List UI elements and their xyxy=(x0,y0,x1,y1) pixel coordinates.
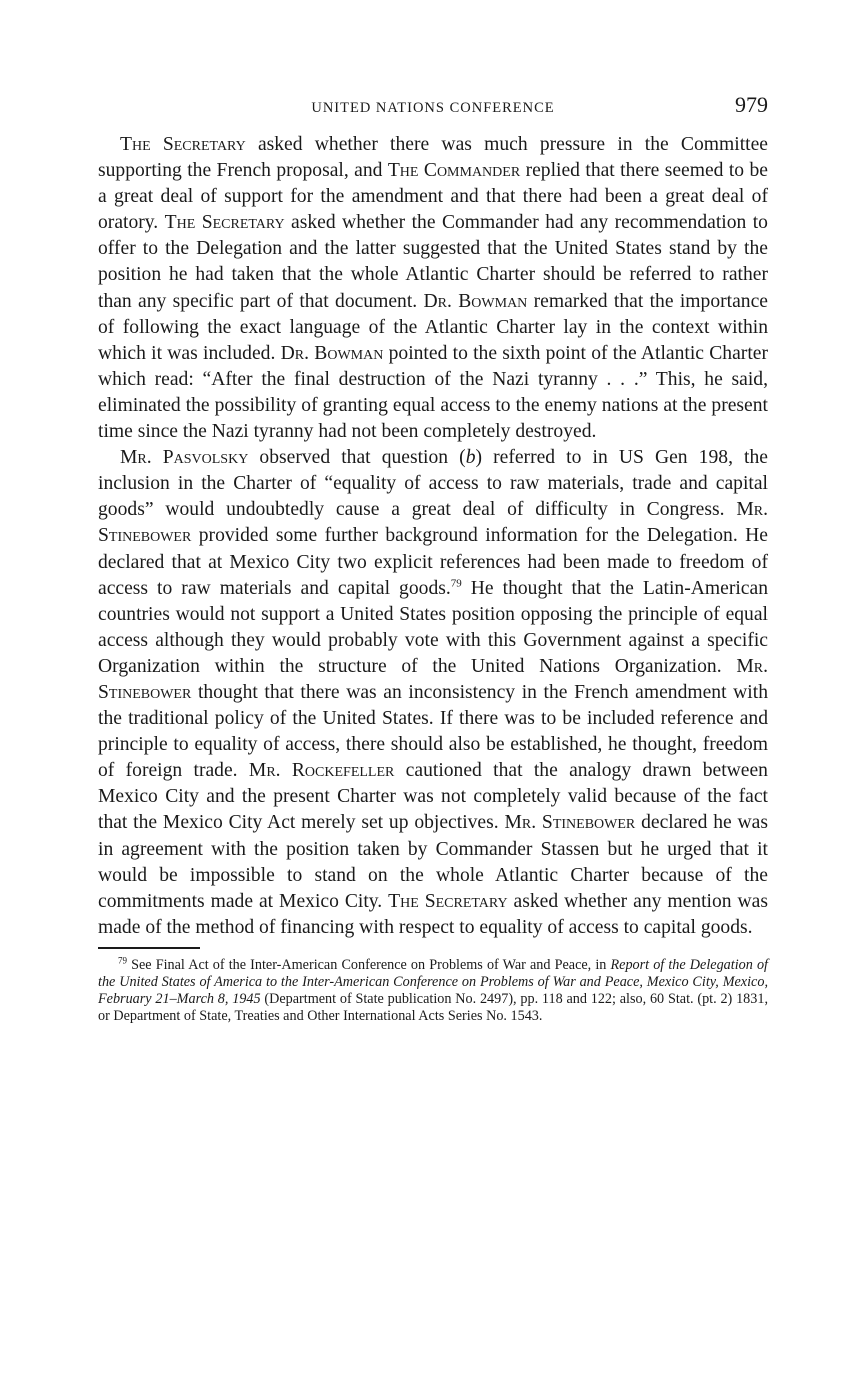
speaker-name: Mr. Stinebower xyxy=(98,499,768,547)
paragraph-text: remarked that the importance of following the exact language of the Atlantic Charter lay in the context within which it was included. xyxy=(98,290,768,364)
paragraph-text: replied that there seemed to be a great deal of support for the amendment and that there had been a great deal of oratory. xyxy=(98,160,768,234)
paragraph-text: He thought that the Latin-American countries would not support a United States position opposing the principle of equal access although they would probably vote with this Government against a specific Organization within the structure of the United Nations Organization. xyxy=(98,577,768,677)
speaker-name: The Secretary xyxy=(120,134,246,155)
footnote-mark: 79 xyxy=(118,955,127,966)
speaker-name: The Commander xyxy=(387,160,521,182)
speaker-title: Dr. xyxy=(423,290,452,312)
paragraph-text: asked whether any mention was made of the method of financing with respect to equality of access to capital goods. xyxy=(98,890,768,938)
italic-text: b xyxy=(465,447,476,469)
speaker-name: Mr. Stinebower xyxy=(504,812,636,834)
paragraph-text: asked whether the Commander had any recommendation to offer to the Delegation and the latter suggested that the United States stand by the position he had taken that the whole Atlantic Charter should be referred to rather than any specific part of that document. xyxy=(98,212,768,312)
page-number: 979 xyxy=(735,92,768,117)
paragraph-text: thought that there was an inconsistency in the French amendment with the traditional policy of the United States. If there was to be included reference and principle to equality of access, there should also be established, he thought, freedom of foreign trade. xyxy=(98,681,768,782)
footnote xyxy=(98,957,768,1025)
page-header xyxy=(98,92,768,132)
speaker-name: Bowman xyxy=(314,342,384,364)
footnote-divider xyxy=(98,947,200,949)
body-text xyxy=(98,132,768,941)
footnote-text: See Final Act of the Inter-American Conference on Problems of War and Peace, in xyxy=(127,956,611,973)
footnote-text: (Department of State publication No. 2497), pp. 118 and 122; also, 60 Stat. (pt. 2) 1831, or Department of State, Treaties and Other International Acts Series No. 1543. xyxy=(98,990,768,1024)
speaker-name: Bowman xyxy=(458,290,528,312)
paragraph-text: cautioned that the analogy drawn between Mexico City and the present Charter was not completely valid because of the fact that the Mexico City Act merely set up objectives. xyxy=(98,760,768,834)
paragraph-text: ) referred to in US Gen 198, the inclusion in the Charter of “equality of access to raw materials, trade and capital goods” would undoubtedly cause a great deal of difficulty in Congress. xyxy=(98,447,768,521)
speaker-name: Mr. Pasvolsky xyxy=(120,447,249,469)
speaker-title: Dr. xyxy=(280,342,310,364)
footnote-reference: 79 xyxy=(450,577,462,590)
document-page xyxy=(98,92,768,1025)
speaker-name: The Secretary xyxy=(388,890,508,912)
running-head: UNITED NATIONS CONFERENCE xyxy=(311,100,555,116)
paragraph-text: observed that question ( xyxy=(248,447,466,469)
speaker-name: Mr. Stinebower xyxy=(98,655,768,703)
paragraph-text: pointed to the sixth point of the Atlantic Charter which read: “After the final destruction of the Nazi tyranny . . .” This, he said, eliminated the possibility of granting equal access to the enemy nations at the present time since the Nazi tyranny had not been completely destroyed. xyxy=(98,342,768,443)
speaker-name: Mr. Rockefeller xyxy=(248,760,395,782)
speaker-name: The Secretary xyxy=(164,212,285,234)
footnote-italic-text: Report of the Delegation of the United States of America to the Inter-American Conference on Problems of War and Peace, Mexico City, Mexico, February 21–March 8, 1945 xyxy=(98,956,768,1007)
paragraph-text: provided some further background information for the Delegation. He declared that at Mexico City two explicit references had been made to freedom of access to raw materials and capital goods. xyxy=(98,525,768,599)
paragraph-text: declared he was in agreement with the position taken by Commander Stassen but he urged that it would be impossible to stand on the whole Atlantic Charter because of the commitments made at Mexico City. xyxy=(98,812,768,912)
paragraph-text: asked whether there was much pressure in the Committee supporting the French proposal, and xyxy=(98,134,768,182)
paragraph-2 xyxy=(98,445,768,941)
paragraph-1 xyxy=(98,132,768,445)
